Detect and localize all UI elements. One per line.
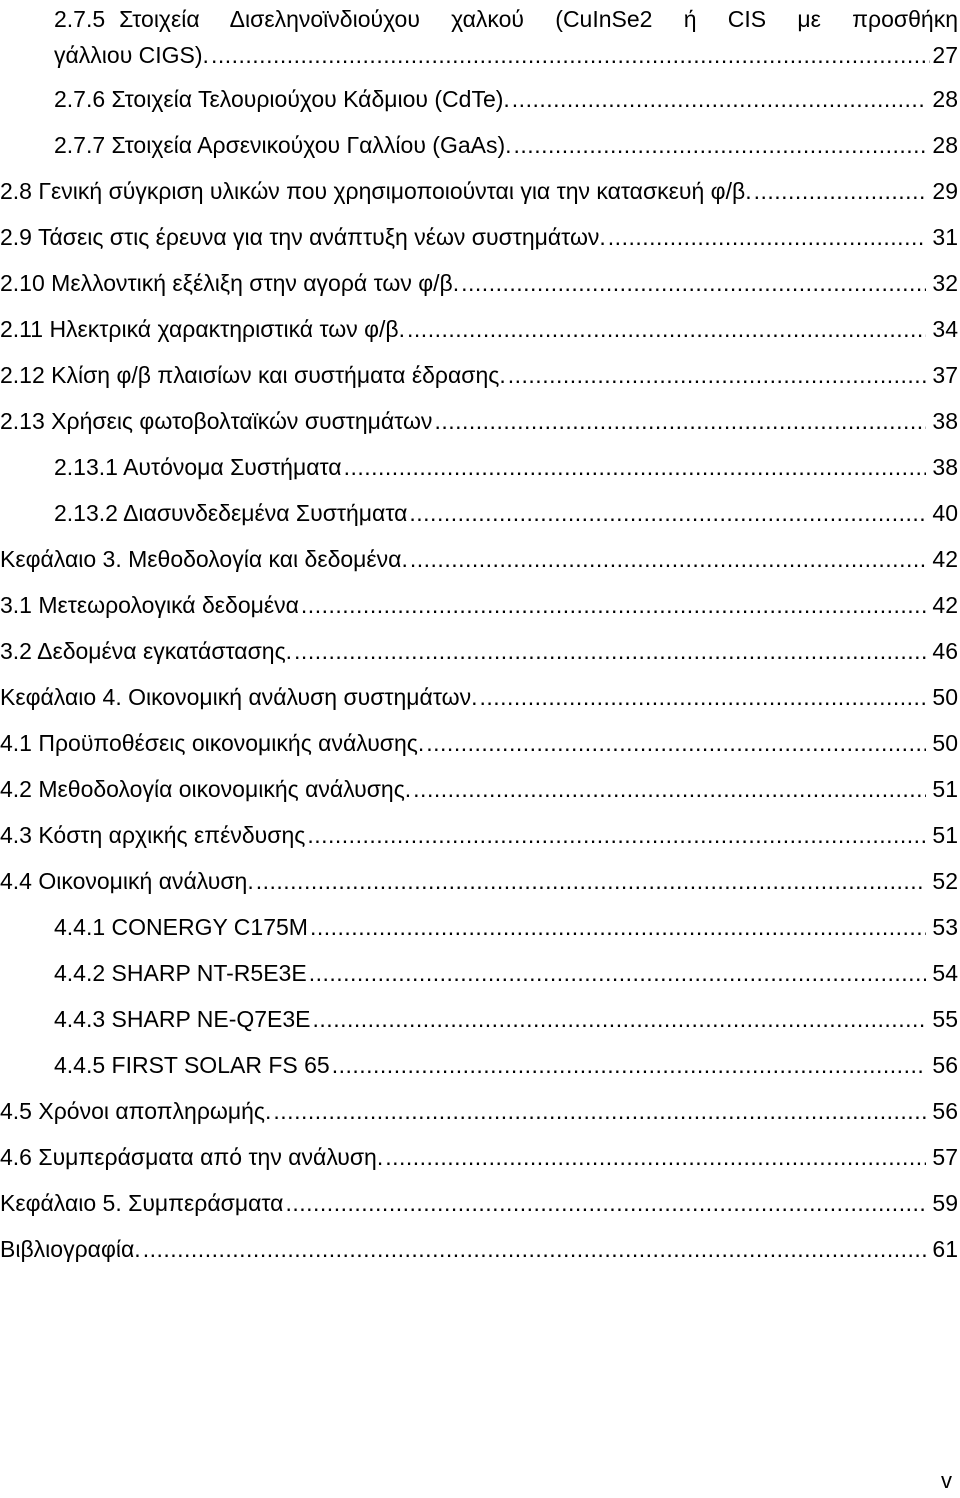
dot-leader	[273, 1088, 926, 1134]
toc-entry[interactable]	[0, 214, 958, 260]
dot-leader	[754, 168, 926, 214]
toc-entry[interactable]	[0, 260, 958, 306]
dot-leader	[413, 766, 926, 812]
dot-leader	[461, 260, 926, 306]
toc-entry-title: 2.13 Χρήσεις φωτοβολταϊκών συστημάτων	[0, 408, 433, 434]
toc-entry-line2[interactable]	[0, 34, 958, 76]
toc-entry-title: 2.13.2 Διασυνδεδεμένα Συστήματα	[54, 500, 408, 526]
toc-entry[interactable]	[0, 950, 958, 996]
toc-entry[interactable]	[0, 628, 958, 674]
toc-page-number: 46	[932, 638, 958, 664]
toc-entry[interactable]	[0, 306, 958, 352]
toc-page-number: 59	[932, 1190, 958, 1216]
dot-leader	[301, 582, 926, 628]
toc-page-number: 56	[932, 1052, 958, 1078]
toc-entry[interactable]	[0, 398, 958, 444]
toc-entry-title: 2.7.6 Στοιχεία Τελουριούχου Κάδμιου (CdTe).	[54, 86, 510, 112]
toc-entry-title: 2.8 Γενική σύγκριση υλικών που χρησιμοποιούνται για την κατασκευή φ/β.	[0, 178, 752, 204]
toc-entry[interactable]	[0, 444, 958, 490]
toc-entry[interactable]	[0, 168, 958, 214]
toc-page-number: 34	[932, 316, 958, 342]
toc-entry-title: 2.11 Ηλεκτρικά χαρακτηριστικά των φ/β.	[0, 316, 406, 342]
toc-entry[interactable]	[0, 1226, 958, 1272]
dot-leader	[410, 536, 926, 582]
dot-leader	[310, 904, 926, 950]
toc-entry[interactable]	[0, 1134, 958, 1180]
dot-leader	[332, 1042, 926, 1088]
toc-entry[interactable]	[0, 996, 958, 1042]
toc-entry-title: 3.1 Μετεωρολογικά δεδομένα	[0, 592, 299, 618]
toc-entry-title: Στοιχεία Δισεληνοϊνδιούχου χαλκού (CuInSe2 ή CIS με προσθήκη	[119, 6, 958, 32]
dot-leader	[409, 490, 926, 536]
toc-page-number: 40	[932, 500, 958, 526]
toc-entry-title: 4.1 Προϋποθέσεις οικονομικής ανάλυσης.	[0, 730, 425, 756]
toc-entry[interactable]	[0, 812, 958, 858]
toc-page-number: 38	[932, 454, 958, 480]
dot-leader	[307, 812, 926, 858]
toc-entry-title: 4.4.2 SHARP NT-R5E3E	[54, 960, 307, 986]
dot-leader	[426, 720, 926, 766]
dot-leader	[479, 674, 926, 720]
toc-page-number: 38	[932, 408, 958, 434]
toc-page-number: 56	[932, 1098, 958, 1124]
dot-leader	[344, 444, 926, 490]
toc-entry-list	[0, 76, 958, 1272]
toc-page-number: 31	[932, 224, 958, 250]
toc-entry-title: 4.4.1 CONERGY C175M	[54, 914, 308, 940]
dot-leader	[385, 1134, 926, 1180]
dot-leader	[313, 996, 926, 1042]
toc-page-number: 50	[932, 684, 958, 710]
toc-entry-title: 2.7.7 Στοιχεία Αρσενικούχου Γαλλίου (GaAs).	[54, 132, 512, 158]
dot-leader	[143, 1226, 926, 1272]
toc-page-number: 57	[932, 1144, 958, 1170]
toc-entry[interactable]	[0, 904, 958, 950]
toc-entry[interactable]	[0, 1180, 958, 1226]
toc-page-number: 28	[932, 132, 958, 158]
toc-entry-title: 2.12 Κλίση φ/β πλαισίων και συστήματα έδρασης.	[0, 362, 506, 388]
dot-leader	[211, 34, 930, 76]
toc-entry-title: 4.4.5 FIRST SOLAR FS 65	[54, 1052, 330, 1078]
toc-page-number: 32	[932, 270, 958, 296]
toc-entry[interactable]	[0, 720, 958, 766]
toc-entry[interactable]	[0, 766, 958, 812]
toc-page-number: 50	[932, 730, 958, 756]
dot-leader	[434, 398, 926, 444]
dot-leader	[512, 76, 926, 122]
toc-entry-2-7-5[interactable]	[0, 4, 958, 34]
toc-entry[interactable]	[0, 1042, 958, 1088]
toc-page-number: 42	[932, 592, 958, 618]
toc-page-number: 51	[932, 822, 958, 848]
toc-entry-title: Κεφάλαιο 4. Οικονομική ανάλυση συστημάτων.	[0, 684, 478, 710]
toc-entry-title: 4.6 Συμπεράσματα από την ανάλυση.	[0, 1144, 384, 1170]
toc-entry-title: Βιβλιογραφία.	[0, 1236, 141, 1262]
page-number: v	[941, 1468, 952, 1493]
toc-page-number: 55	[932, 1006, 958, 1032]
toc-entry-title: 4.4.3 SHARP NE-Q7E3E	[54, 1006, 311, 1032]
dot-leader	[256, 858, 926, 904]
toc-page-number: 28	[932, 86, 958, 112]
toc-entry-title: 3.2 Δεδομένα εγκατάστασης.	[0, 638, 293, 664]
toc-entry-title: 4.4 Οικονομική ανάλυση.	[0, 868, 254, 894]
toc-entry[interactable]	[0, 490, 958, 536]
toc-page-number: 52	[932, 868, 958, 894]
toc-entry[interactable]	[0, 76, 958, 122]
toc-entry-title: 4.5 Χρόνοι αποπληρωμής.	[0, 1098, 272, 1124]
toc-page-number: 53	[932, 914, 958, 940]
toc-page-number: 51	[932, 776, 958, 802]
toc-entry-title: 4.3 Κόστη αρχικής επένδυσης	[0, 822, 306, 848]
dot-leader	[309, 950, 926, 996]
toc-entry[interactable]	[0, 536, 958, 582]
toc-entry[interactable]	[0, 352, 958, 398]
dot-leader	[514, 122, 926, 168]
toc-entry[interactable]	[0, 674, 958, 720]
toc-entry-title: 2.10 Μελλοντική εξέλιξη στην αγορά των φ/β.	[0, 270, 460, 296]
toc-entry-title: Κεφάλαιο 5. Συμπεράσματα	[0, 1190, 284, 1216]
toc-page-number: 37	[932, 362, 958, 388]
toc-page-number: 29	[932, 178, 958, 204]
dot-leader	[285, 1180, 926, 1226]
dot-leader	[608, 214, 926, 260]
toc-entry-line1	[0, 4, 958, 34]
toc-entry[interactable]	[0, 858, 958, 904]
toc-page-number: 54	[932, 960, 958, 986]
toc-page-number: 42	[932, 546, 958, 572]
toc-entry-title: 2.13.1 Αυτόνομα Συστήματα	[54, 454, 342, 480]
toc-entry[interactable]	[0, 1088, 958, 1134]
toc-entry-title: 2.9 Τάσεις στις έρευνα για την ανάπτυξη νέων συστημάτων.	[0, 224, 606, 250]
toc-entry-title: Κεφάλαιο 3. Μεθοδολογία και δεδομένα.	[0, 546, 408, 572]
toc-entry-title-cont: γάλλιου CIGS).	[54, 42, 209, 68]
toc-page-number: 61	[932, 1236, 958, 1262]
toc-entry[interactable]	[0, 582, 958, 628]
toc-entry-number: 2.7.5	[54, 6, 106, 32]
toc-entry[interactable]	[0, 122, 958, 168]
dot-leader	[508, 352, 926, 398]
toc-entry-title: 4.2 Μεθοδολογία οικονομικής ανάλυσης.	[0, 776, 412, 802]
dot-leader	[407, 306, 926, 352]
toc-page-number: 27	[932, 42, 958, 68]
dot-leader	[294, 628, 926, 674]
